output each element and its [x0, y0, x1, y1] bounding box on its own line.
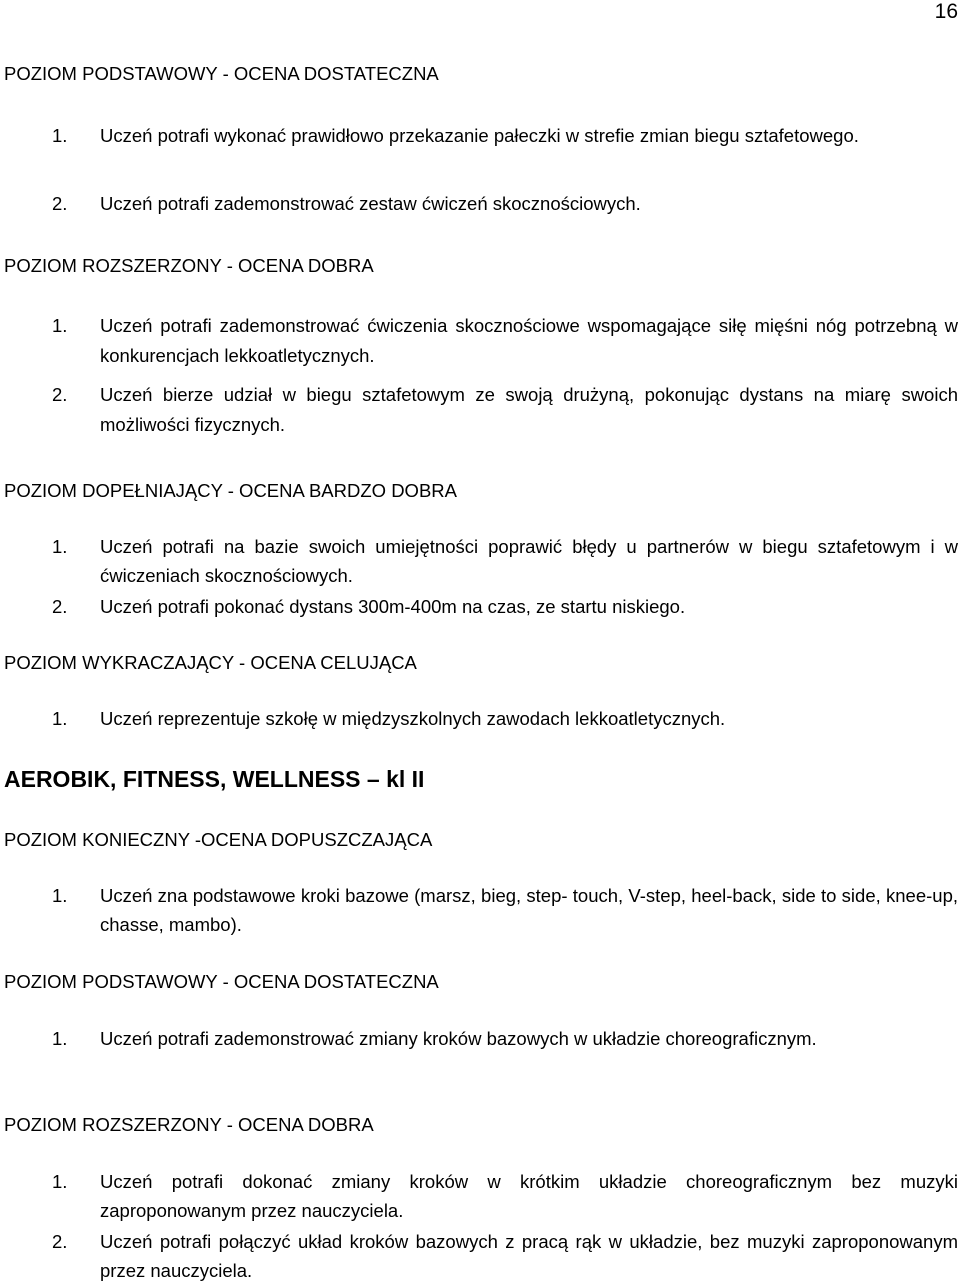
list-item-number: 2. [52, 193, 68, 214]
list-item-number: 2. [52, 384, 68, 405]
list-item-text: Uczeń potrafi na bazie swoich umiejętności poprawić błędy u partnerów w biegu sztafetowym i w ćwiczeniach skocznościowych. [100, 536, 958, 586]
list-item [52, 189, 958, 218]
list-item-number: 1. [52, 125, 68, 146]
section-heading: POZIOM WYKRACZAJĄCY - OCENA CELUJĄCA [4, 652, 417, 673]
list-item-text: Uczeń reprezentuje szkołę w międzyszkolnych zawodach lekkoatletycznych. [100, 708, 726, 729]
page-title: AEROBIK, FITNESS, WELLNESS – kl II [4, 766, 425, 792]
list-item-text: Uczeń potrafi połączyć układ kroków bazowych z pracą rąk w układzie, bez muzyki zaproponowanym przez nauczyciela. [100, 1231, 958, 1281]
page-number: 16 [934, 0, 958, 23]
section-heading: POZIOM PODSTAWOWY - OCENA DOSTATECZNA [4, 63, 439, 84]
list-item [52, 881, 958, 939]
list-item [52, 532, 958, 590]
section-heading: POZIOM PODSTAWOWY - OCENA DOSTATECZNA [4, 971, 439, 992]
list-item [52, 1227, 958, 1285]
list-item [52, 121, 958, 150]
list-item [52, 311, 958, 371]
section-heading: POZIOM DOPEŁNIAJĄCY - OCENA BARDZO DOBRA [4, 480, 457, 501]
list-item-text: Uczeń potrafi zademonstrować ćwiczenia skocznościowe wspomagające siłę mięśni nóg potrzebną w konkurencjach lekkoatletycznych. [100, 315, 958, 366]
section-heading: POZIOM ROZSZERZONY - OCENA DOBRA [4, 255, 374, 276]
list-item-number: 2. [52, 596, 68, 617]
list-item [52, 380, 958, 440]
list-item-number: 1. [52, 1171, 68, 1192]
list-item [52, 1024, 958, 1053]
list-item-number: 1. [52, 536, 68, 557]
list-item-text: Uczeń zna podstawowe kroki bazowe (marsz, bieg, step- touch, V-step, heel-back, side to side, knee-up, chasse, mambo). [100, 885, 958, 935]
list-item [52, 592, 958, 621]
list-item [52, 1167, 958, 1225]
section-heading: POZIOM KONIECZNY -OCENA DOPUSZCZAJĄCA [4, 829, 433, 850]
list-item-number: 1. [52, 708, 68, 729]
list-item-number: 1. [52, 1028, 68, 1049]
list-item [52, 704, 958, 733]
list-item-text: Uczeń potrafi dokonać zmiany kroków w krótkim układzie choreograficznym bez muzyki zaproponowanym przez nauczyciela. [100, 1171, 958, 1221]
list-item-text: Uczeń potrafi zademonstrować zestaw ćwiczeń skocznościowych. [100, 193, 641, 214]
list-item-number: 1. [52, 885, 68, 906]
list-item-text: Uczeń potrafi wykonać prawidłowo przekazanie pałeczki w strefie zmian biegu sztafetowego. [100, 125, 859, 146]
list-item-text: Uczeń bierze udział w biegu sztafetowym ze swoją drużyną, pokonując dystans na miarę swoich możliwości fizycznych. [100, 384, 958, 435]
list-item-text: Uczeń potrafi zademonstrować zmiany kroków bazowych w układzie choreograficznym. [100, 1028, 817, 1049]
list-item-number: 2. [52, 1231, 68, 1252]
list-item-number: 1. [52, 315, 68, 336]
section-heading: POZIOM ROZSZERZONY - OCENA DOBRA [4, 1114, 374, 1135]
list-item-text: Uczeń potrafi pokonać dystans 300m-400m na czas, ze startu niskiego. [100, 596, 686, 617]
